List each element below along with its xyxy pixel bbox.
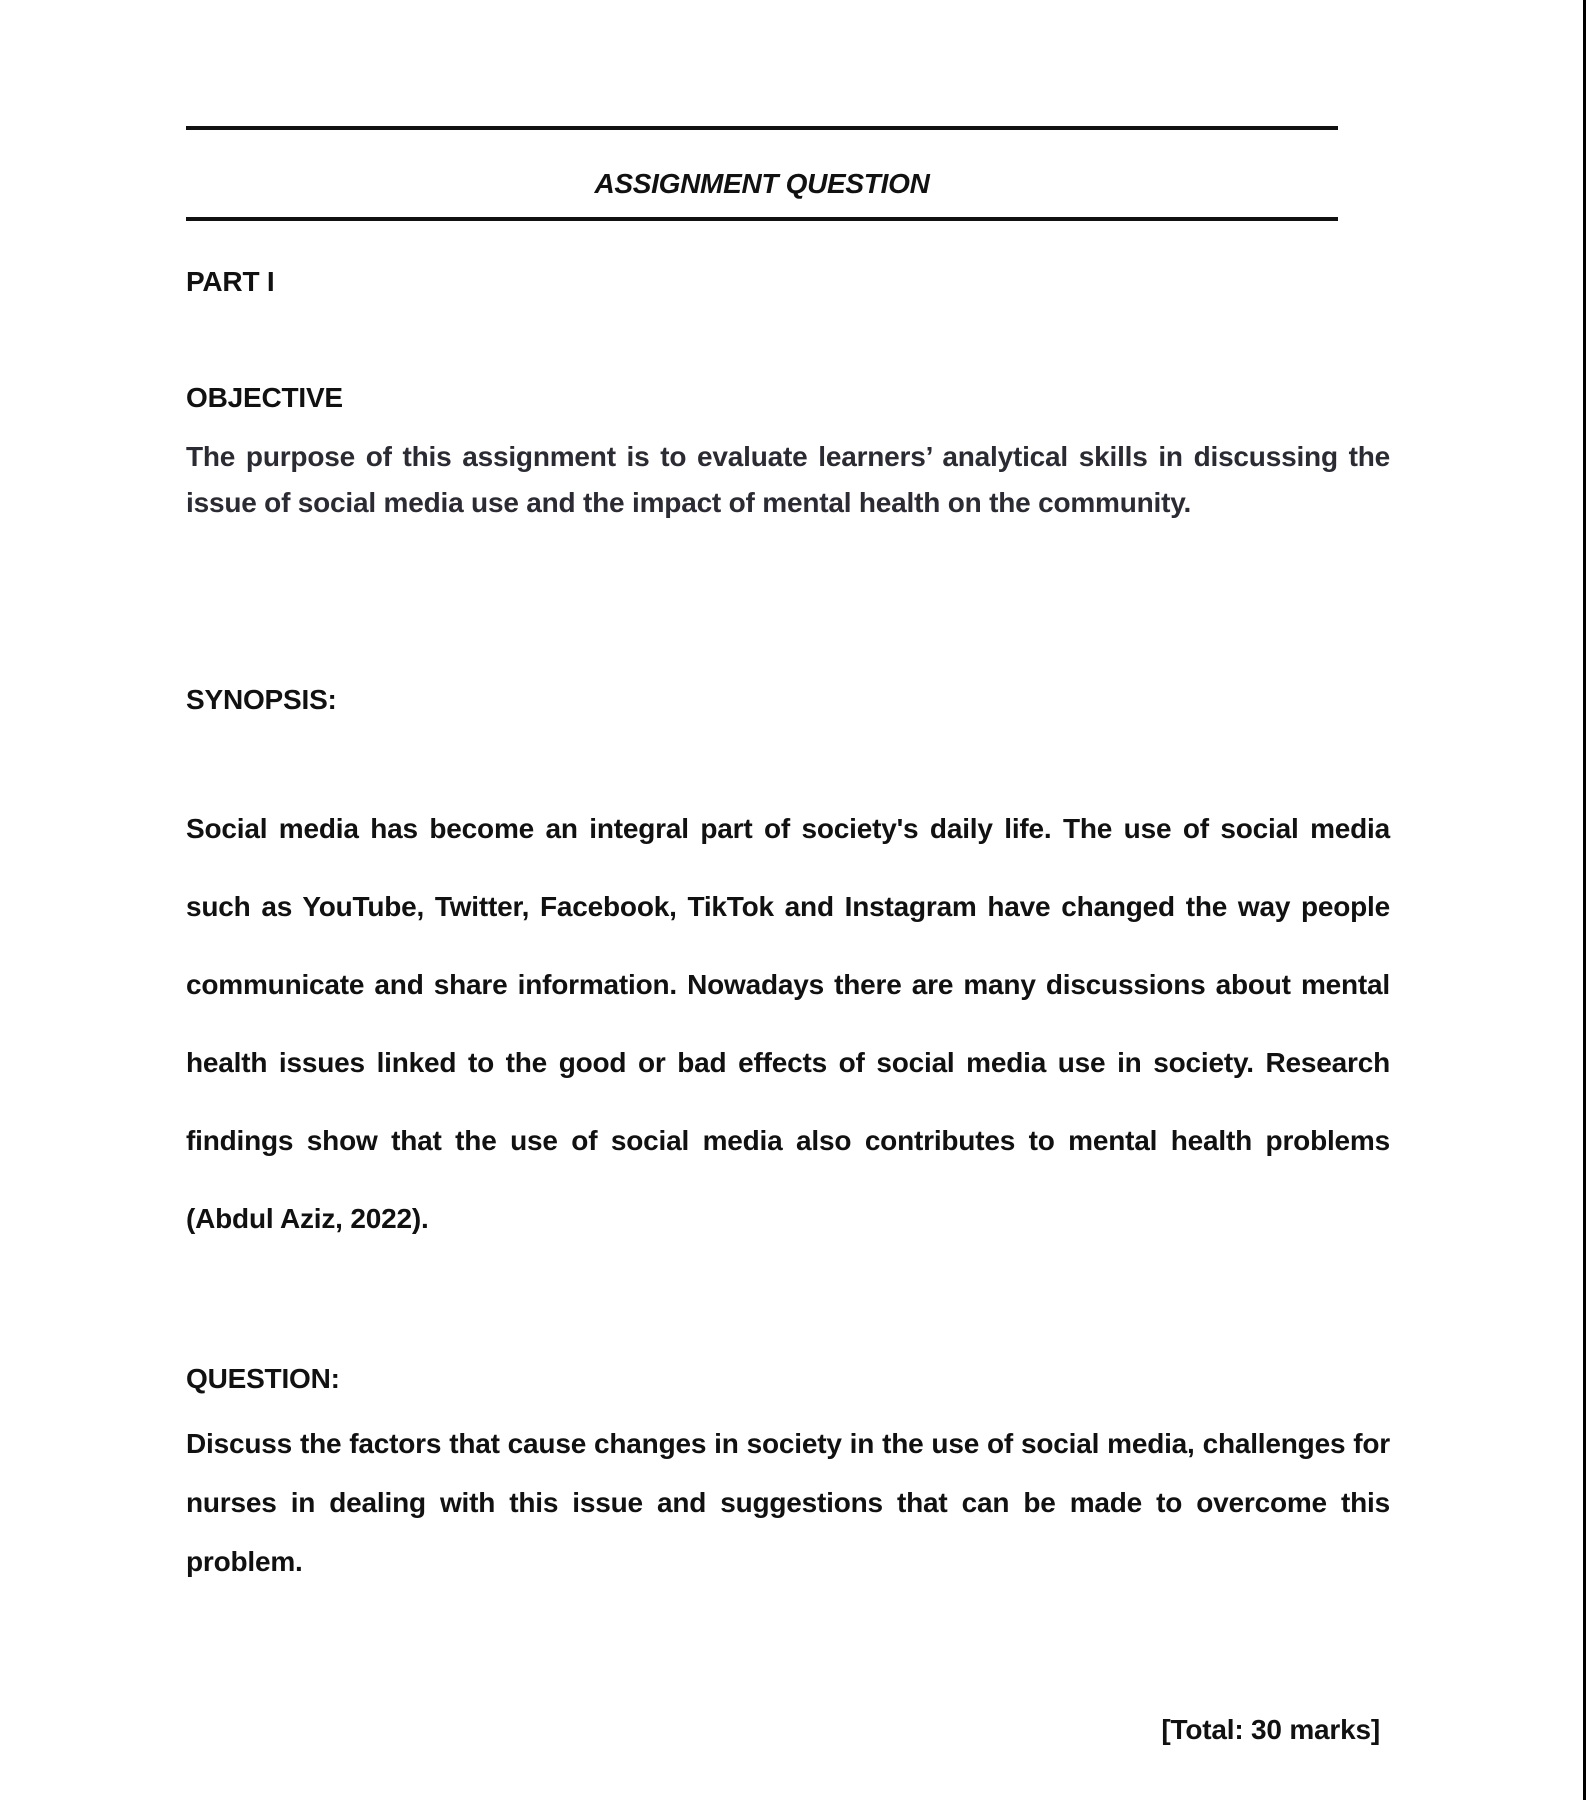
synopsis-text: Social media has become an integral part of society's daily life. The use of social media such as YouTube, Twitter, Facebook, TikTok and Instagram have changed the way people communicate and share information. Nowadays there are many discussions about mental health issues linked to the good or bad effects of social media use in society. Research findings show that the use of social media also contributes to mental health problems (Abdul Aziz, 2022).: [186, 813, 1390, 1234]
question-text: Discuss the factors that cause changes in society in the use of social media, challenges for nurses in dealing with this issue and suggestions that can be made to overcome this problem.: [186, 1428, 1390, 1577]
title-top-rule: [186, 126, 1338, 130]
total-marks: [Total: 30 marks]: [1161, 1714, 1380, 1745]
objective-text: The purpose of this assignment is to evaluate learners’ analytical skills in discussing the issue of social media use and the impact of mental health on the community.: [186, 441, 1390, 518]
question-heading: QUESTION:: [186, 1363, 340, 1394]
title-bottom-rule: [186, 217, 1338, 221]
objective-heading: OBJECTIVE: [186, 382, 343, 413]
assignment-title: ASSIGNMENT QUESTION: [594, 168, 930, 199]
part-heading: PART I: [186, 266, 275, 297]
synopsis-heading: SYNOPSIS:: [186, 684, 337, 715]
